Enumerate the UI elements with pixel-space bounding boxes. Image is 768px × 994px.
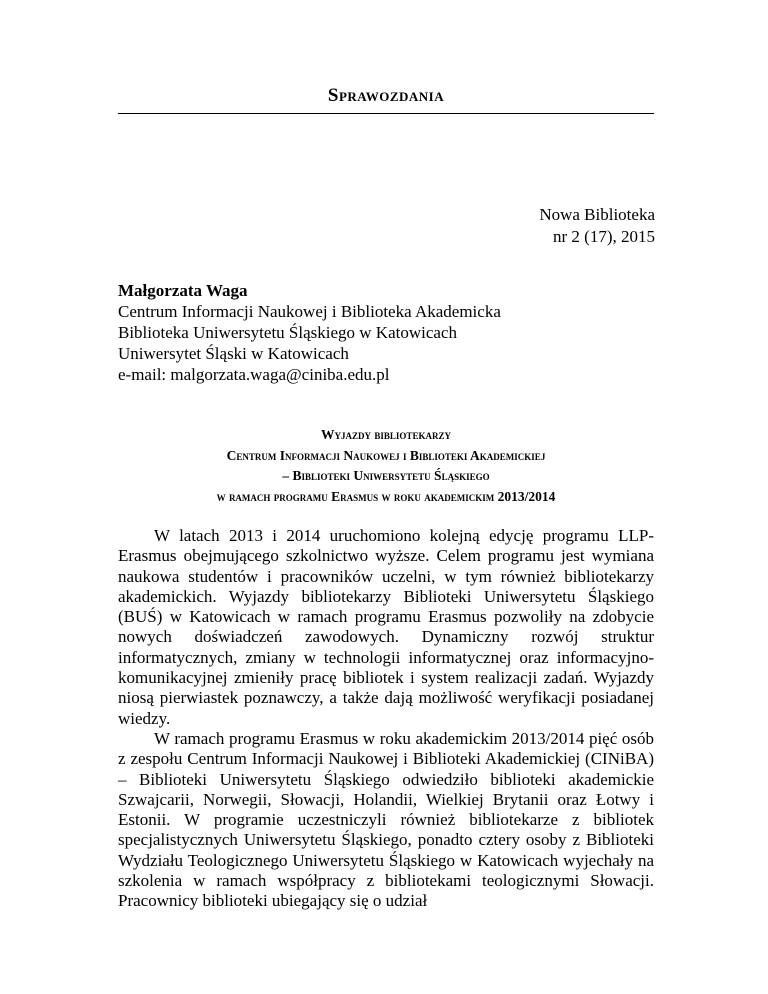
- author-affiliation-2: Biblioteka Uniwersytetu Śląskiego w Katowicach: [118, 323, 457, 342]
- section-header: [118, 84, 654, 108]
- author-email: e-mail: malgorzata.waga@ciniba.edu.pl: [118, 365, 390, 384]
- author-block: [118, 280, 678, 385]
- title-line-1: Wyjazdy bibliotekarzy: [321, 427, 451, 442]
- journal-name: Nowa Biblioteka: [539, 205, 655, 224]
- article-body: [118, 526, 654, 912]
- section-header-rule: [118, 113, 654, 114]
- journal-issue: nr 2 (17), 2015: [553, 227, 655, 246]
- author-affiliation-3: Uniwersytet Śląski w Katowicach: [118, 344, 349, 363]
- body-paragraph-1: W latach 2013 i 2014 uruchomiono kolejną edycję programu LLP-Erasmus obejmującego szkolnictwo wyższe. Celem programu jest wymiana naukowa studentów i pracowników uczelni, w tym również bibliotekarzy akademickich. Wyjazdy bibliotekarzy Biblioteki Uniwersytetu Śląskiego (BUŚ) w Katowicach w ramach programu Erasmus pozwoliły na zdobycie nowych doświadczeń zawodowych. Dynamiczny rozwój struktur informatycznych, zmiany w technologii informatycznej oraz informacyjno-komunikacyjnej zmieniły pracę bibliotek i system realizacji zadań. Wyjazdy niosą pierwiastek poznawczy, a także dają możliwość weryfikacji posiadanej wiedzy.: [118, 526, 654, 728]
- body-paragraph-2: W ramach programu Erasmus w roku akademickim 2013/2014 pięć osób z zespołu Centrum Informacji Naukowej i Biblioteki Akademickiej (CINiBA) – Biblioteki Uniwersytetu Śląskiego odwiedziło biblioteki akademickie Szwajcarii, Norwegii, Słowacji, Holandii, Wielkiej Brytanii oraz Łotwy i Estonii. W programie uczestniczyli również bibliotekarze z bibliotek specjalistycznych Uniwersytetu Śląskiego, ponadto cztery osoby z Biblioteki Wydziału Teologicznego Uniwersytetu Śląskiego w Katowicach wyjechały na szkolenia w ramach współpracy z bibliotekami teologicznymi Słowacji. Pracownicy biblioteki ubiegający się o udział: [118, 728, 654, 911]
- title-line-4: w ramach programu Erasmus w roku akademickim 2013/2014: [216, 488, 556, 504]
- title-line-2: Centrum Informacji Naukowej i Biblioteki Akademickiej: [226, 447, 546, 463]
- title-line-3: – Biblioteki Uniwersytetu Śląskiego: [282, 468, 490, 483]
- author-name: Małgorzata Waga: [118, 281, 248, 300]
- journal-info: [355, 204, 655, 248]
- author-affiliation-1: Centrum Informacji Naukowej i Biblioteka Akademicka: [118, 302, 501, 321]
- article-title: [118, 425, 654, 507]
- section-header-text: Sprawozdania: [327, 85, 445, 106]
